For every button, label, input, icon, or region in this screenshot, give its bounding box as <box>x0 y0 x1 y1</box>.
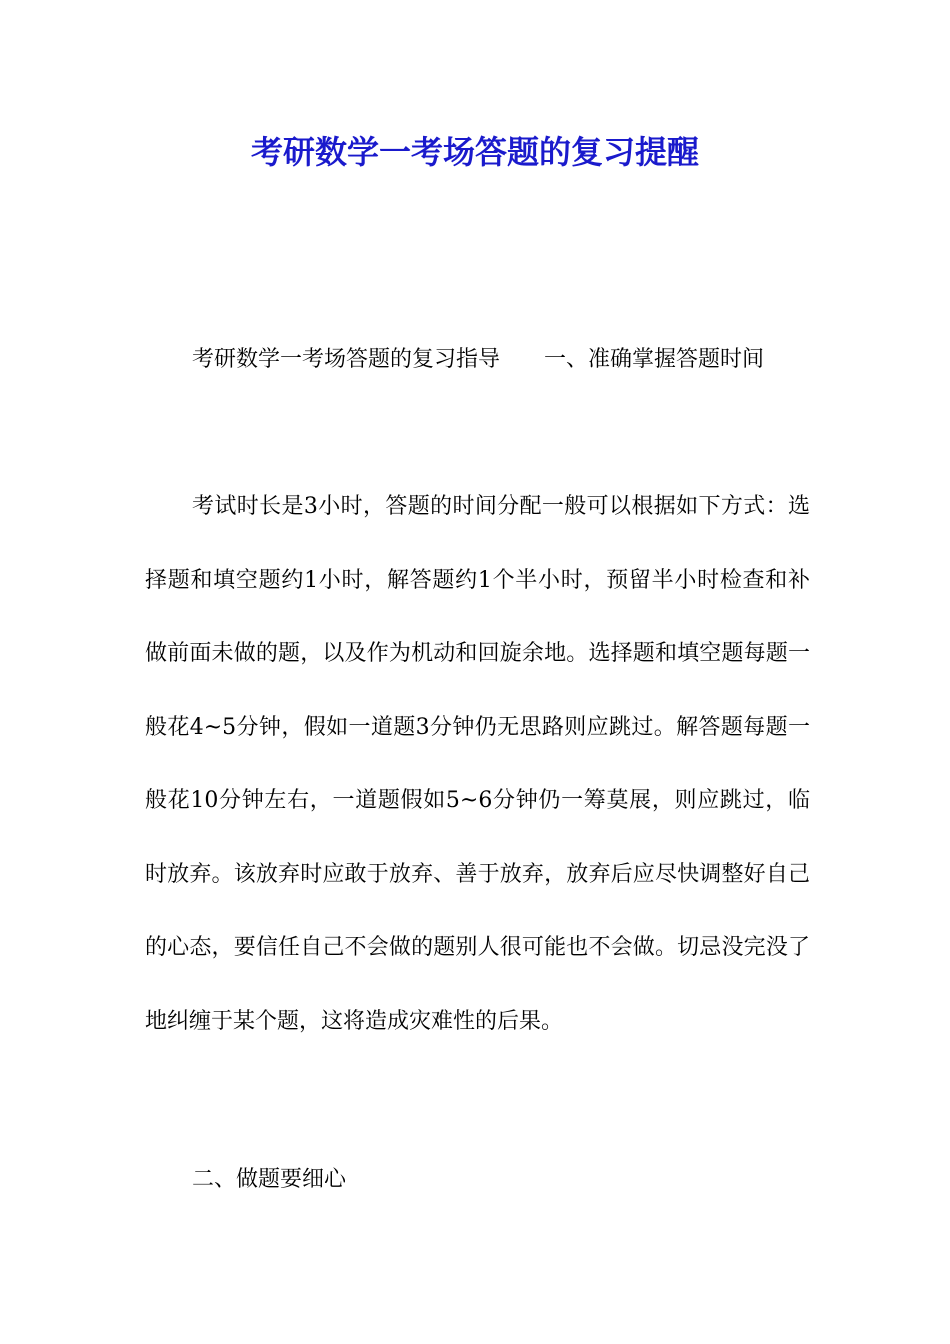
document-title: 考研数学一考场答题的复习提醒 <box>250 133 699 171</box>
paragraph-section-two-heading: 二、做题要细心 <box>192 1167 347 1192</box>
paragraph-intro: 考研数学一考场答题的复习指导 一、准确掌握答题时间 <box>192 347 765 372</box>
paragraph-time-allocation: 考试时长是3小时，答题的时间分配一般可以根据如下方式：选择题和填空题约1小时，解答题约1个半小时，预留半小时检查和补做前面未做的题，以及作为机动和回旋余地。选择题和填空题每题一般花4~5分钟，假如一道题3分钟仍无思路则应跳过。解答题每题一般花10分钟左右，一道题假如5~6分钟仍一筹莫展，则应跳过，临时放弃。该放弃时应敢于放弃、善于放弃，放弃后应尽快调整好自己的心态，要信任自己不会做的题别人很可能也不会做。切忌没完没了地纠缠于某个题，这将造成灾难性的后果。 <box>145 494 810 1034</box>
